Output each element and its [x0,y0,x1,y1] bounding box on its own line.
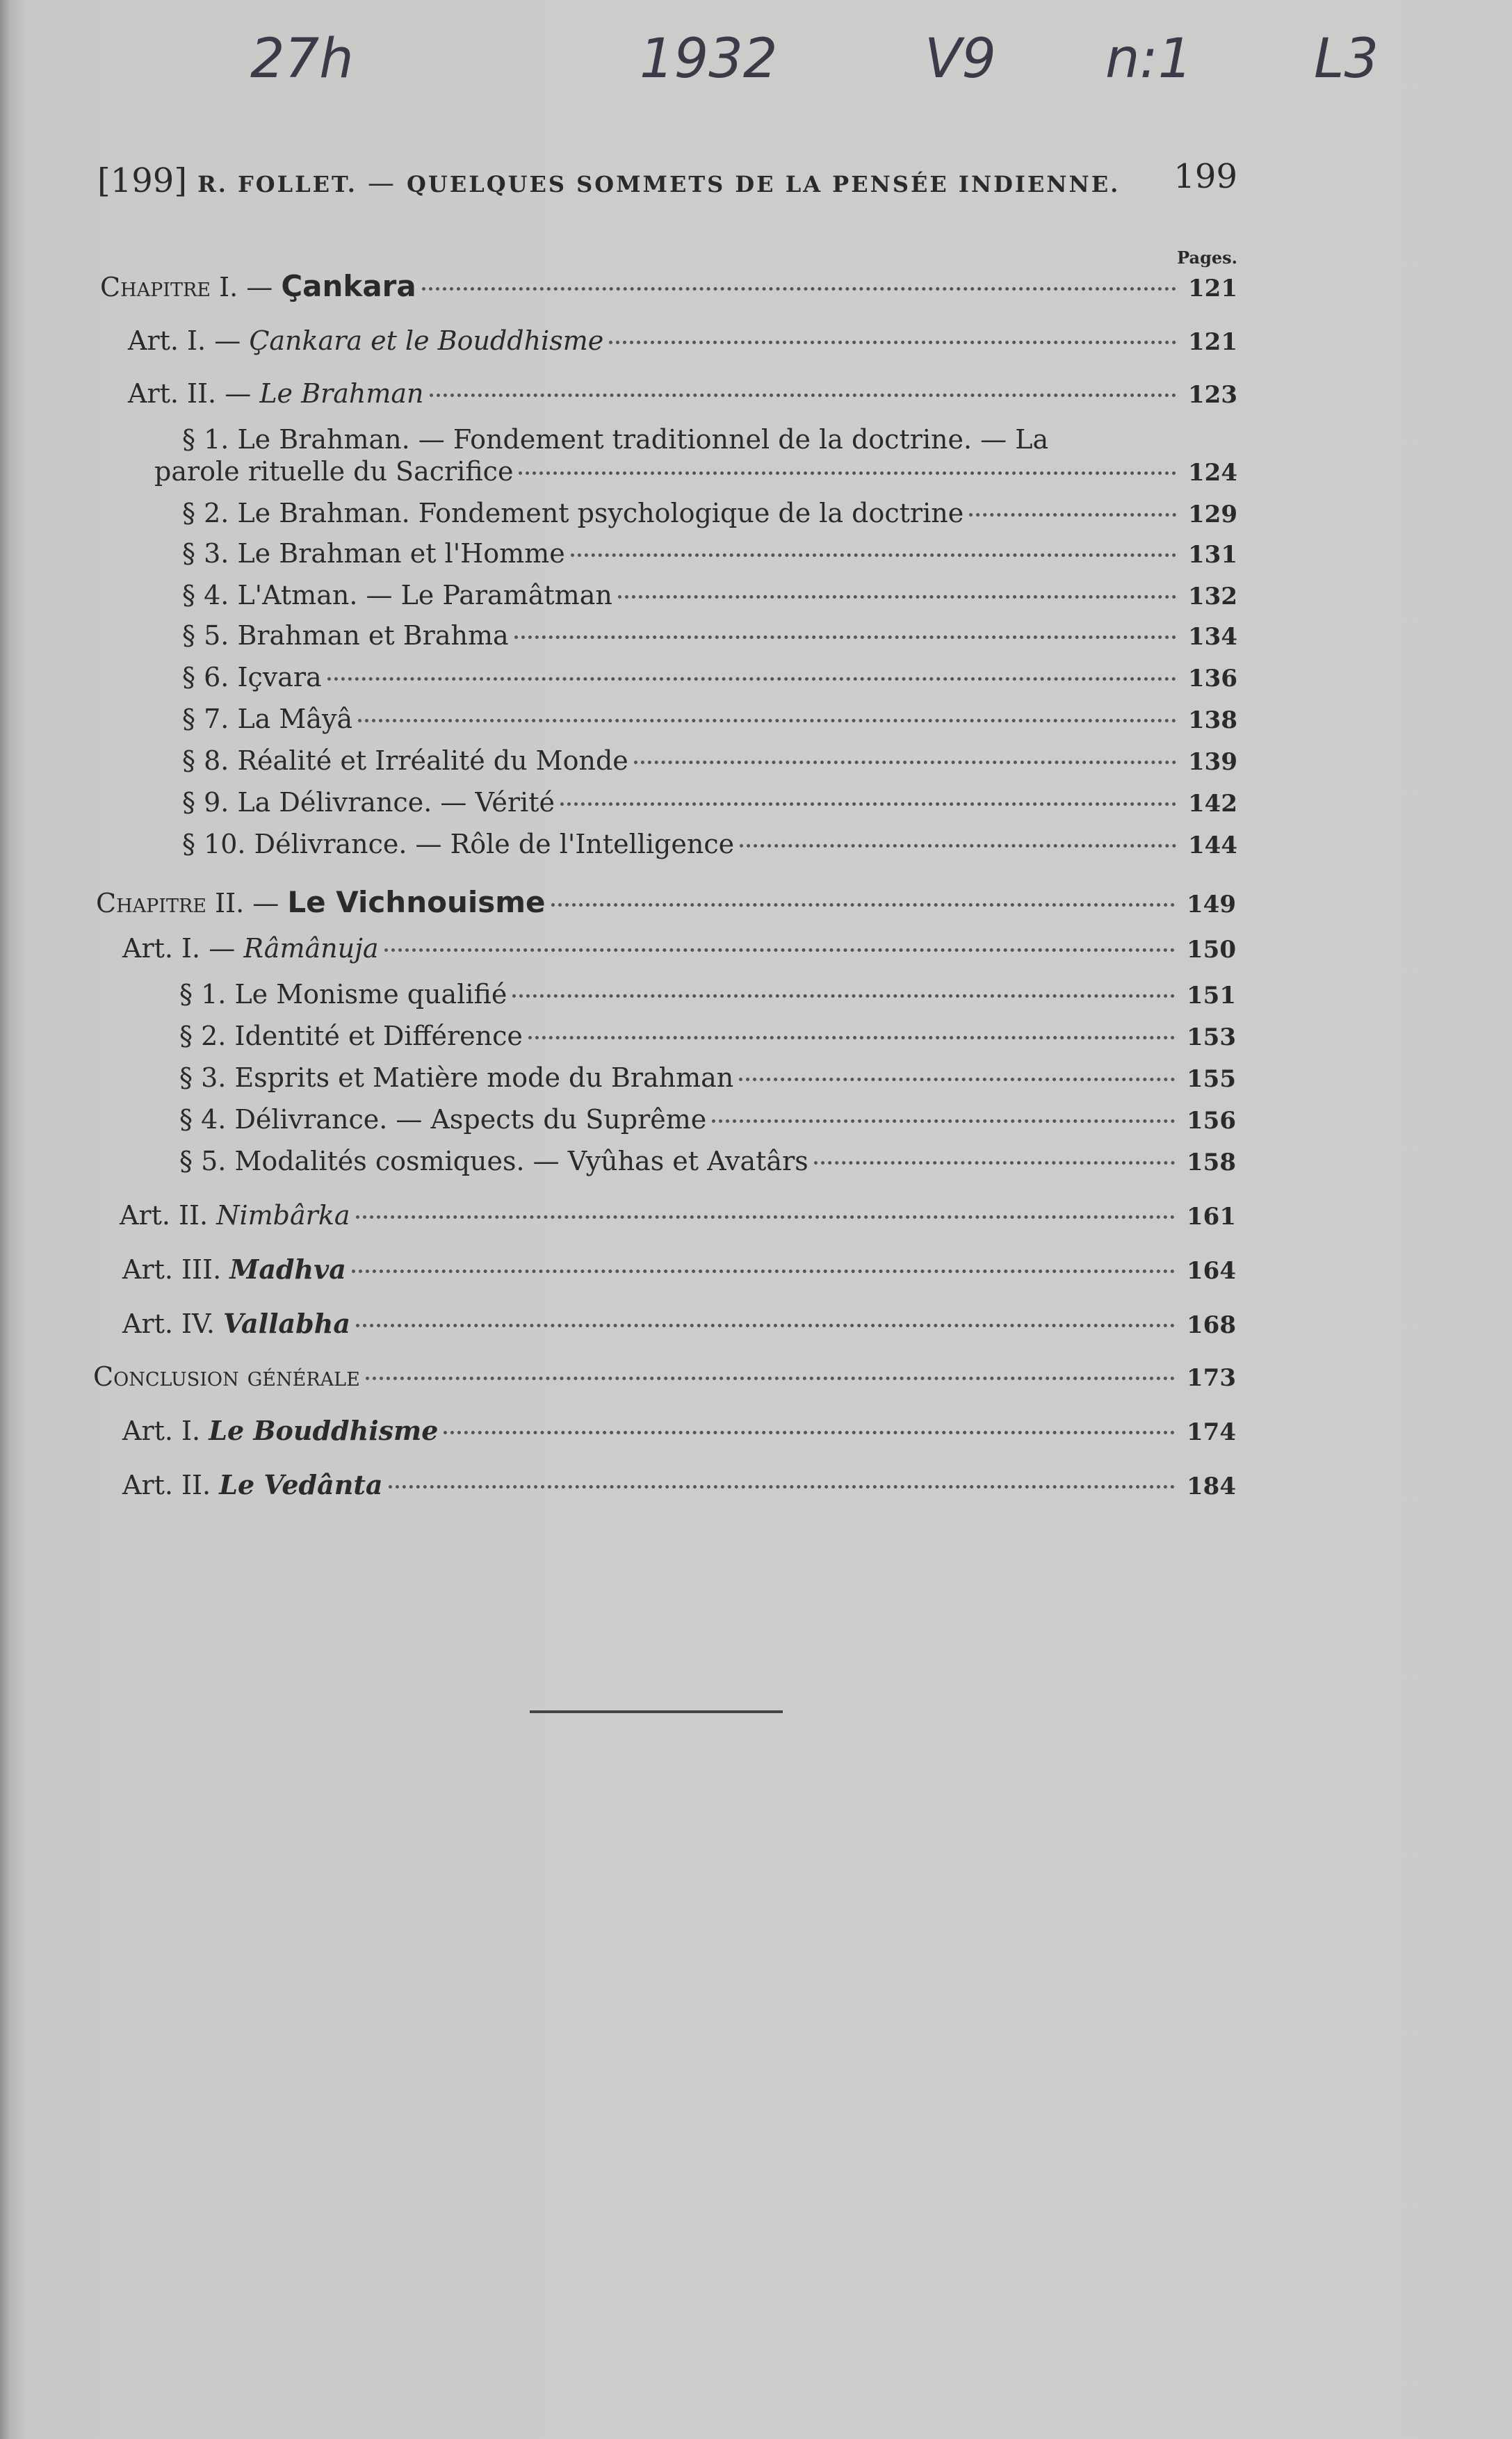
toc-prefix: Conclusion générale [93,1361,360,1392]
toc-page: 121 [1188,328,1237,356]
toc-row [179,975,1236,1014]
toc-page: 156 [1187,1107,1236,1135]
toc-row [182,783,1237,822]
leader-dots [422,286,1176,291]
pages-column-label: Pages. [1177,248,1237,268]
toc-row [122,1411,1236,1450]
toc-row [179,1142,1236,1181]
toc-page: 124 [1188,459,1237,487]
author: R. FOLLET. [197,171,357,197]
toc-label: Délivrance. — Aspects du Suprême [234,1104,707,1135]
toc-row [182,576,1237,615]
leader-dots [430,393,1177,397]
leader-dots [609,340,1176,344]
toc-page: 150 [1187,936,1236,964]
handwriting-note: V9 [925,28,996,90]
toc-row [122,1304,1236,1343]
toc-page: 168 [1187,1311,1236,1339]
toc-prefix: § 1. [182,424,229,455]
leader-dots [814,1160,1175,1165]
toc-row [182,741,1237,780]
toc-label: Le Vedânta [219,1469,383,1500]
leader-dots [618,594,1176,599]
toc-label: La Délivrance. — Vérité [237,787,555,818]
toc-row [182,616,1237,655]
toc-page: 142 [1188,790,1237,818]
toc-label: Râmânuja [243,933,379,964]
header-title: QUELQUES SOMMETS DE LA PENSÉE INDIENNE. [407,171,1121,197]
toc-page: 184 [1187,1473,1236,1500]
toc-row [179,1058,1236,1097]
toc-page: 153 [1187,1023,1236,1051]
leader-dots [571,553,1176,557]
toc-page: 158 [1187,1149,1236,1176]
leader-dots [352,1269,1175,1273]
toc-label: Le Vichnouisme [287,885,546,919]
toc-row [182,534,1237,573]
toc-prefix: § 8. [182,745,229,776]
toc-row [128,374,1237,413]
toc-label: La Mâyâ [237,704,353,734]
toc-prefix: Chapitre II. — [96,888,279,918]
page-number: 199 [1173,157,1237,196]
toc-page: 129 [1188,501,1237,528]
leader-dots [739,1077,1175,1081]
toc-row-chapter [100,267,1237,306]
leader-dots [528,1035,1175,1039]
toc-label: Réalité et Irréalité du Monde [237,745,628,776]
leader-dots [444,1430,1175,1434]
toc-prefix: Art. II. [122,1470,211,1500]
leader-dots [389,1484,1175,1489]
toc-page: 136 [1188,665,1237,692]
header-dash: — [367,168,396,198]
toc-row [182,699,1237,738]
toc-page: 161 [1187,1203,1236,1231]
leader-dots [356,1215,1176,1219]
toc-label: Çankara [281,269,416,303]
toc-label: Madhva [229,1254,346,1285]
toc-page: 164 [1187,1257,1236,1285]
toc-row [179,1016,1236,1055]
toc-prefix: Chapitre I. — [100,272,273,302]
toc-page: 149 [1187,891,1236,918]
toc-label: L'Atman. — Le Paramâtman [237,580,612,610]
toc-label-continued: parole rituelle du Sacrifice [154,456,514,487]
toc-row [122,1250,1236,1289]
toc-label: Vallabha [223,1308,350,1339]
toc-row-chapter [96,883,1236,922]
leader-dots [514,635,1176,639]
toc-page: 131 [1188,541,1237,569]
toc-prefix: § 3. [179,1062,227,1093]
toc-prefix: Art. II. — [128,378,252,409]
leader-dots [740,843,1176,848]
toc-prefix: Art. III. [122,1254,222,1285]
toc-page: 132 [1188,583,1237,610]
toc-prefix: § 9. [182,787,229,818]
toc-prefix: § 1. [179,979,227,1010]
leader-dots [384,948,1175,952]
toc-prefix: § 6. [182,662,229,692]
toc-label: Esprits et Matière mode du Brahman [234,1062,734,1093]
toc-label: Le Bouddhisme [209,1415,439,1446]
leader-dots [634,760,1176,764]
toc-row [182,658,1237,697]
toc-row [122,1466,1236,1505]
toc-prefix: Art. I. — [122,933,236,964]
leader-dots [551,902,1176,907]
toc-page: 138 [1188,706,1237,734]
toc-prefix: Art. I. [122,1416,201,1446]
toc-label: Le Brahman et l'Homme [237,538,565,569]
leader-dots [969,512,1176,517]
toc-page: 134 [1188,623,1237,651]
toc-label: Le Brahman [259,378,424,409]
leader-dots [327,676,1176,681]
toc-row [182,494,1237,533]
page-ref: [199] [97,161,188,200]
handwriting-note: n:1 [1105,28,1193,90]
toc-prefix: § 10. [182,829,246,859]
toc-label: Çankara et le Bouddhisme [249,325,604,356]
leader-dots [358,718,1176,722]
toc-label: Identité et Différence [234,1021,523,1051]
toc-row-conclusion [93,1357,1236,1396]
toc-prefix: Art. IV. [122,1308,215,1339]
toc-page: 139 [1188,748,1237,776]
toc-prefix: § 5. [182,620,229,651]
leader-dots [560,802,1176,806]
toc-label: Nimbârka [216,1200,350,1231]
toc-page: 155 [1187,1065,1236,1093]
leader-dots [356,1323,1175,1327]
handwritten-catalog-notes [0,28,1512,118]
toc-label: Modalités cosmiques. — Vyûhas et Avatârs [234,1146,808,1176]
toc-prefix: § 2. [179,1021,227,1051]
toc-page: 151 [1187,982,1236,1010]
toc-prefix: § 3. [182,538,229,569]
handwriting-note: L3 [1314,28,1379,90]
closing-rule [530,1710,783,1713]
leader-dots [712,1119,1175,1123]
handwriting-note: 1932 [640,28,778,90]
toc-prefix: Art. II. [120,1200,209,1231]
toc-prefix: Art. I. — [128,325,241,356]
leader-dots [512,994,1175,998]
toc-page: 123 [1188,381,1237,409]
leader-dots [366,1376,1175,1380]
toc-label: Içvara [237,662,322,692]
toc-label: Le Monisme qualifié [234,979,507,1010]
toc-prefix: § 4. [179,1104,227,1135]
toc-row [128,321,1237,360]
leader-dots [519,471,1176,475]
toc-row [182,825,1237,864]
toc-row [179,1100,1236,1139]
toc-label: Le Brahman. Fondement psychologique de la doctrine [237,498,964,528]
toc-prefix: § 4. [182,580,229,610]
toc-page: 144 [1188,832,1237,859]
toc-row [122,929,1236,968]
toc-page: 121 [1188,275,1237,302]
handwriting-note: 27h [250,28,354,90]
toc-label: Délivrance. — Rôle de l'Intelligence [254,829,735,859]
toc-prefix: § 7. [182,704,229,734]
toc-row-line2 [154,452,1237,491]
toc-page: 174 [1187,1418,1236,1446]
toc-prefix: § 5. [179,1146,227,1176]
toc-prefix: § 2. [182,498,229,528]
toc-label: Brahman et Brahma [237,620,509,651]
toc-label: Le Brahman. — Fondement traditionnel de la doctrine. — La [237,424,1049,455]
toc-row [120,1196,1236,1235]
running-header [97,157,1237,203]
toc-page: 173 [1187,1364,1236,1392]
